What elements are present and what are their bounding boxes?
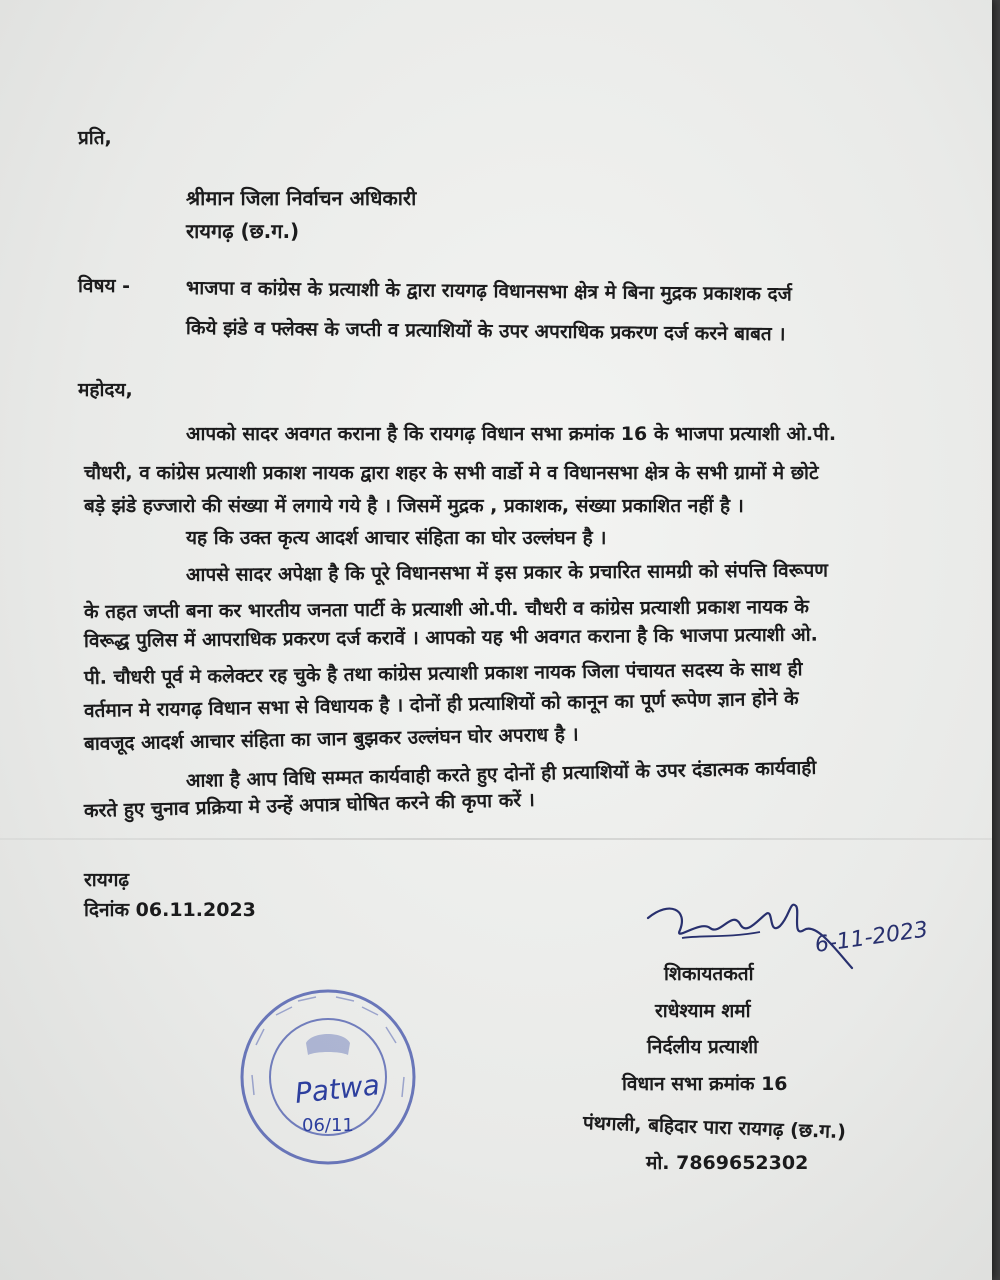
- body-line: पी. चौधरी पूर्व मे कलेक्टर रह चुके है तथा कांग्रेस प्रत्याशी प्रकाश नायक जिला पंचायत सदस्य के साथ ही: [83, 658, 803, 689]
- body-line: के तहत जप्ती बना कर भारतीय जनता पार्टी के प्रत्याशी ओ.पी. चौधरी व कांग्रेस प्रत्याशी प्रकाश नायक के: [83, 595, 809, 623]
- signatory-designation: निर्दलीय प्रत्याशी: [647, 1036, 759, 1058]
- salutation-to: प्रति,: [78, 127, 112, 149]
- stamp-date: 06/11: [302, 1115, 354, 1136]
- body-line: आपको सादर अवगत कराना है कि रायगढ़ विधान सभा क्रमांक 16 के भाजपा प्रत्याशी ओ.पी.: [186, 423, 837, 445]
- body-line: विरूद्ध पुलिस में आपराधिक प्रकरण दर्ज करावें । आपको यह भी अवगत कराना है कि भाजपा प्रत्याशी ओ.: [83, 623, 818, 652]
- signatory-constituency: विधान सभा क्रमांक 16: [622, 1073, 788, 1095]
- signatory-name: राधेश्याम शर्मा: [655, 1000, 751, 1022]
- signatory-role: शिकायतकर्ता: [664, 963, 754, 985]
- recipient-line-2: रायगढ़ (छ.ग.): [186, 219, 300, 243]
- body-line: करते हुए चुनाव प्रक्रिया मे उन्हें अपात्र घोषित करने की कृपा करें ।: [83, 788, 536, 822]
- letter-date: दिनांक 06.11.2023: [84, 899, 256, 921]
- subject-line-1: भाजपा व कांग्रेस के प्रत्याशी के द्वारा रायगढ़ विधानसभा क्षेत्र मे बिना मुद्रक प्रकाशक दर्ज: [185, 277, 792, 306]
- body-line: बावजूद आदर्श आचार संहिता का जान बुझकर उल्लंघन घोर अपराध है ।: [83, 723, 579, 755]
- greeting: महोदय,: [78, 379, 133, 401]
- paper-fold: [0, 838, 992, 840]
- signatory-phone: मो. 7869652302: [646, 1152, 809, 1174]
- body-line: आपसे सादर अपेक्षा है कि पूरे विधानसभा में इस प्रकार के प्रचारित सामग्री को संपत्ति विरूपण: [185, 559, 829, 586]
- body-line: बड़े झंडे हज्जारो की संख्या में लगाये गये है । जिसमें मुद्रक , प्रकाशक, संख्या प्रकाशित नहीं है ।: [84, 495, 744, 517]
- signatory-address: पंथगली, बहिदार पारा रायगढ़ (छ.ग.): [582, 1112, 847, 1144]
- subject-line-2: किये झंडे व फ्लेक्स के जप्ती व प्रत्याशियों के उपर अपराधिक प्रकरण दर्ज करने बाबत ।: [185, 317, 786, 346]
- body-line: आशा है आप विधि सम्मत कार्यवाही करते हुए दोनों ही प्रत्याशियों के उपर दंडात्मक कार्यवाही: [185, 756, 817, 792]
- place: रायगढ़: [84, 869, 130, 891]
- body-line: चौधरी, व कांग्रेस प्रत्याशी प्रकाश नायक द्वारा शहर के सभी वार्डो मे व विधानसभा क्षेत्र के सभी ग्रामों मे छोटे: [84, 462, 819, 484]
- body-line: वर्तमान मे रायगढ़ विधान सभा से विधायक है । दोनों ही प्रत्याशियों को कानून का पूर्ण रूपेण ज्ञान होने के: [83, 687, 799, 722]
- office-seal-stamp: [236, 985, 421, 1170]
- stamp-initials: Patwa: [293, 1068, 382, 1110]
- subject-label: विषय -: [78, 275, 130, 297]
- recipient-line-1: श्रीमान जिला निर्वाचन अधिकारी: [186, 186, 417, 210]
- signature-date: 6-11-2023: [813, 917, 930, 958]
- body-line: यह कि उक्त कृत्य आदर्श आचार संहिता का घोर उल्लंघन है ।: [186, 527, 607, 549]
